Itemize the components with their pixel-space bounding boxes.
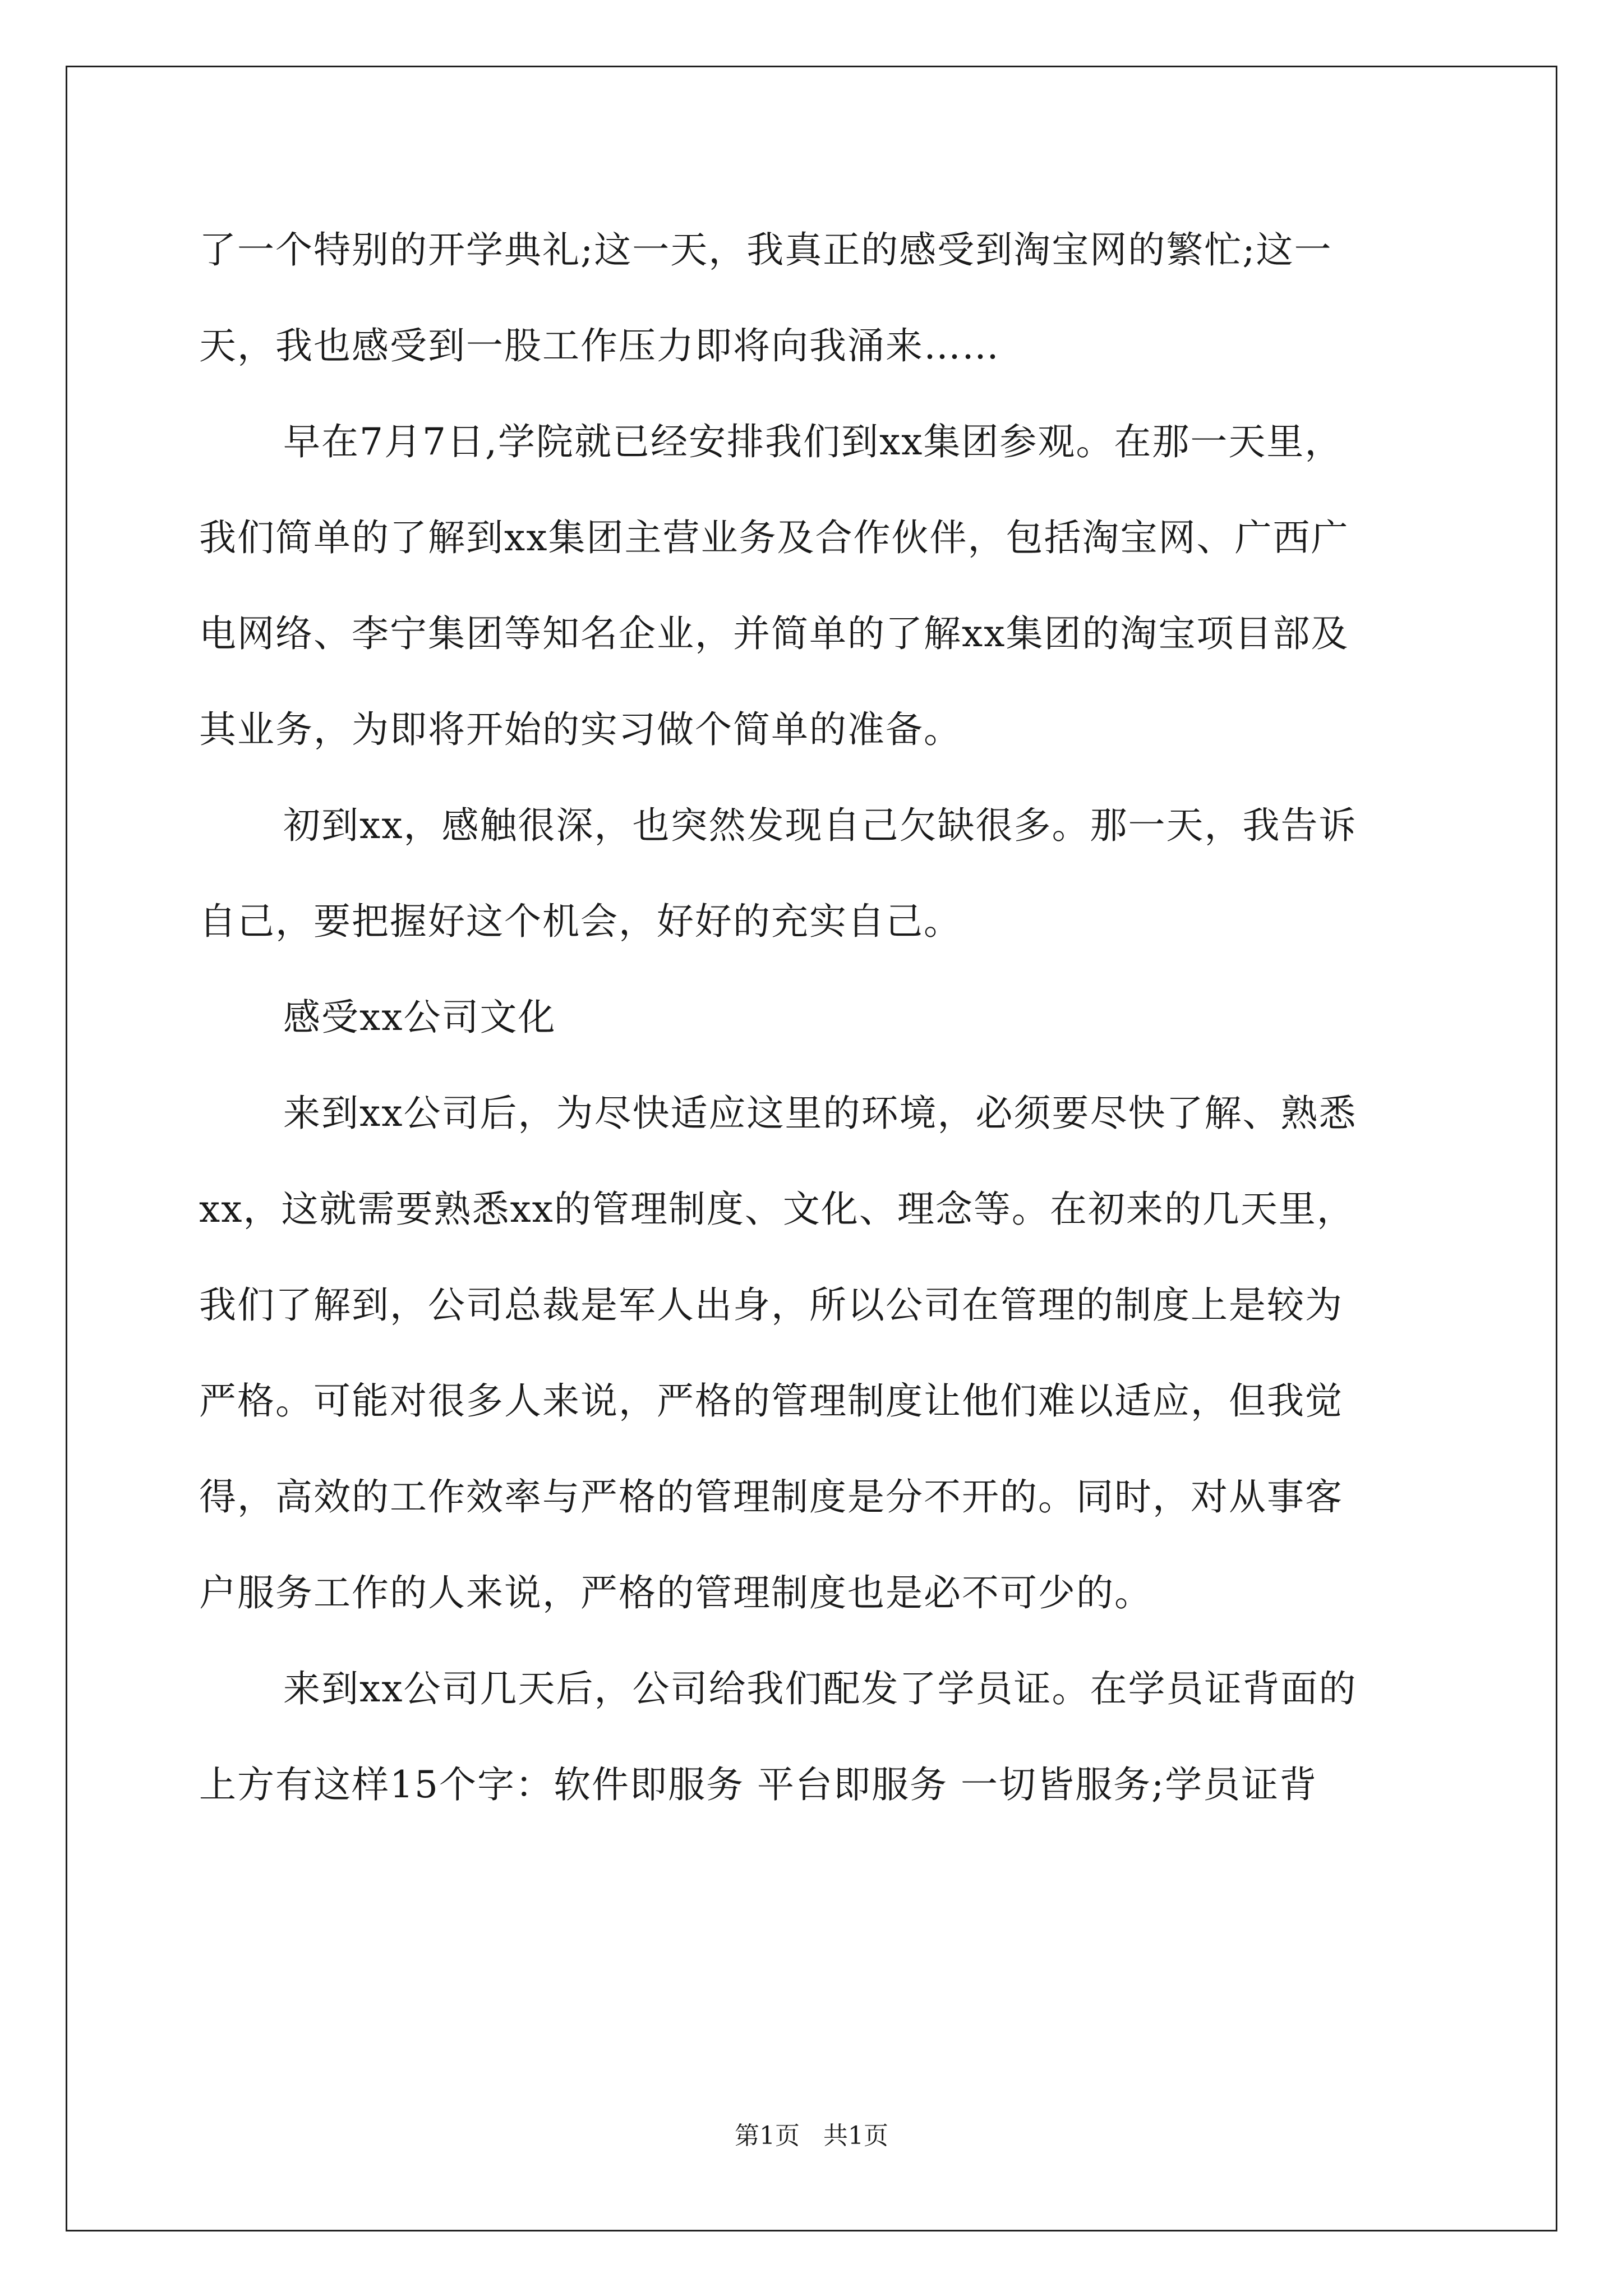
text-line: 得，高效的工作效率与严格的管理制度是分不开的。同时，对从事客 (199, 1475, 1343, 1519)
page-number: 第1页 (735, 2122, 800, 2150)
text-line: 电网络、李宁集团等知名企业，并简单的了解xx集团的淘宝项目部及 (199, 612, 1349, 655)
text-line: 我们了解到，公司总裁是军人出身，所以公司在管理的制度上是较为 (199, 1283, 1343, 1327)
text-line: 户服务工作的人来说，严格的管理制度也是必不可少的。 (199, 1571, 1152, 1614)
page-footer (0, 2119, 1623, 2153)
document-body (199, 202, 1427, 1833)
page-total: 共1页 (823, 2122, 888, 2150)
text-line: 自己，要把握好这个机会，好好的充实自己。 (199, 900, 962, 943)
text-line: 上方有这样15个字：软件即服务 平台即服务 一切皆服务;学员证背 (199, 1763, 1318, 1806)
text-line: 我们简单的了解到xx集团主营业务及合作伙伴，包括淘宝网、广西广 (199, 516, 1349, 559)
text-line: 其业务，为即将开始的实习做个简单的准备。 (199, 708, 962, 751)
text-line: 严格。可能对很多人来说，严格的管理制度让他们难以适应，但我觉 (199, 1379, 1343, 1423)
text-line: xx，这就需要熟悉xx的管理制度、文化、理念等。在初来的几天里， (199, 1188, 1355, 1231)
text-line: 了一个特别的开学典礼;这一天，我真正的感受到淘宝网的繁忙;这一 (199, 228, 1332, 272)
text-line: 初到xx，感触很深，也突然发现自己欠缺很多。那一天，我告诉 (283, 804, 1357, 847)
text-line: 天，我也感受到一股工作压力即将向我涌来…… (199, 324, 1000, 367)
text-line: 早在7月7日,学院就已经安排我们到xx集团参观。在那一天里， (283, 420, 1343, 463)
text-line: 来到xx公司几天后，公司给我们配发了学员证。在学员证背面的 (283, 1667, 1357, 1710)
text-line: 来到xx公司后，为尽快适应这里的环境，必须要尽快了解、熟悉 (283, 1092, 1357, 1135)
section-heading: 感受xx公司文化 (283, 996, 556, 1039)
